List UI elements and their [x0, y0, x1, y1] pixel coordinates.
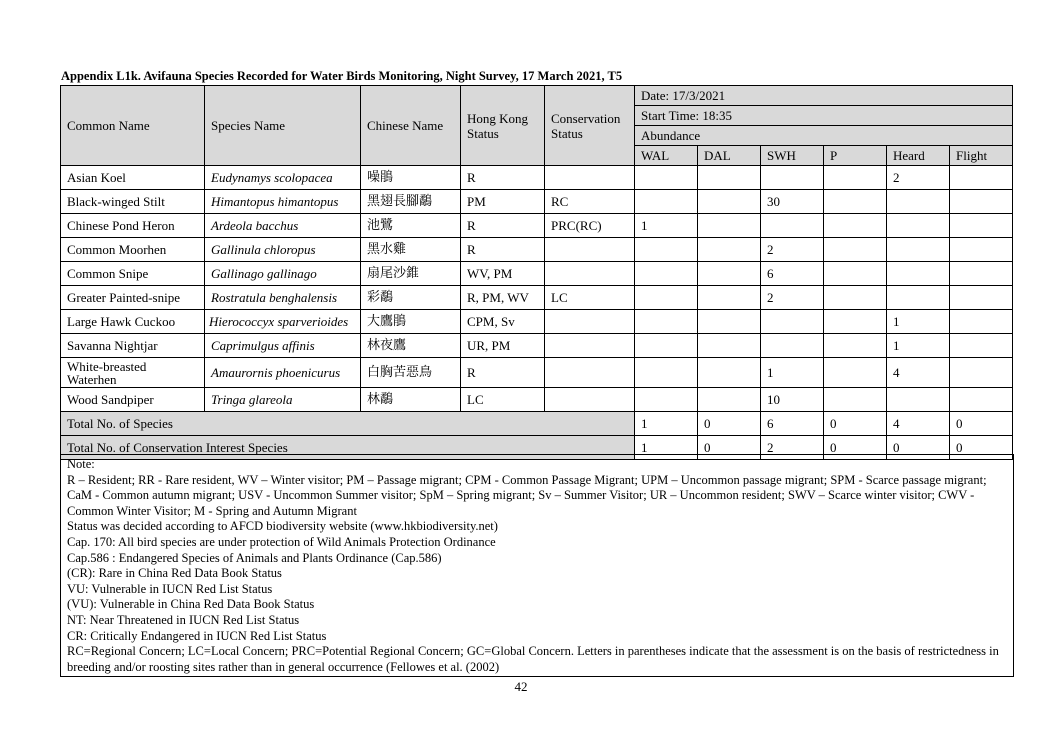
- total-label: Total No. of Species: [61, 412, 635, 436]
- hk-status-cell: R: [461, 214, 545, 238]
- table-row: [61, 286, 1013, 310]
- wal-cell: [635, 190, 698, 214]
- p-cell: [824, 238, 887, 262]
- common-name-cell: Common Moorhen: [61, 238, 205, 262]
- species-name-cell: Amaurornis phoenicurus: [205, 358, 361, 388]
- common-name-cell: Asian Koel: [61, 166, 205, 190]
- total-value: 1: [635, 436, 698, 460]
- table-row: [61, 238, 1013, 262]
- p-cell: [824, 388, 887, 412]
- total-species-row: [61, 412, 1013, 436]
- wal-cell: [635, 388, 698, 412]
- col-header-conservation-status: Conservation Status: [545, 86, 635, 166]
- chinese-name-cell: 扇尾沙錐: [361, 262, 461, 286]
- flight-cell: [950, 190, 1013, 214]
- notes-box: [60, 454, 1014, 677]
- survey-start-time: Start Time: 18:35: [635, 106, 1013, 126]
- col-header-heard: Heard: [887, 146, 950, 166]
- col-header-wal: WAL: [635, 146, 698, 166]
- conservation-status-cell: RC: [545, 190, 635, 214]
- conservation-status-cell: LC: [545, 286, 635, 310]
- species-name-cell: Gallinago gallinago: [205, 262, 361, 286]
- flight-cell: [950, 238, 1013, 262]
- col-header-chinese-name: Chinese Name: [361, 86, 461, 166]
- conservation-status-cell: [545, 262, 635, 286]
- heard-cell: 4: [887, 358, 950, 388]
- abundance-header: Abundance: [635, 126, 1013, 146]
- chinese-name-cell: 池鷺: [361, 214, 461, 238]
- heard-cell: 1: [887, 334, 950, 358]
- dal-cell: [698, 238, 761, 262]
- hk-status-cell: R: [461, 358, 545, 388]
- swh-cell: 6: [761, 262, 824, 286]
- table-row: [61, 214, 1013, 238]
- swh-cell: [761, 310, 824, 334]
- col-header-dal: DAL: [698, 146, 761, 166]
- dal-cell: [698, 286, 761, 310]
- wal-cell: [635, 262, 698, 286]
- p-cell: [824, 334, 887, 358]
- p-cell: [824, 190, 887, 214]
- flight-cell: [950, 310, 1013, 334]
- conservation-status-cell: [545, 310, 635, 334]
- total-value: 0: [824, 412, 887, 436]
- note-line: VU: Vulnerable in IUCN Red List Status: [67, 581, 273, 596]
- wal-cell: [635, 238, 698, 262]
- swh-cell: 10: [761, 388, 824, 412]
- total-value: 2: [761, 436, 824, 460]
- col-header-swh: SWH: [761, 146, 824, 166]
- hk-status-cell: PM: [461, 190, 545, 214]
- wal-cell: [635, 166, 698, 190]
- swh-cell: [761, 334, 824, 358]
- species-name-cell: Eudynamys scolopacea: [205, 166, 361, 190]
- heard-cell: [887, 286, 950, 310]
- dal-cell: [698, 262, 761, 286]
- flight-cell: [950, 358, 1013, 388]
- page-number: 42: [514, 679, 528, 694]
- chinese-name-cell: 噪鵑: [361, 166, 461, 190]
- note-line: Cap. 170: All bird species are under protection of Wild Animals Protection Ordinance: [67, 534, 496, 549]
- swh-cell: 2: [761, 286, 824, 310]
- dal-cell: [698, 214, 761, 238]
- table-row: [61, 262, 1013, 286]
- chinese-name-cell: 白胸苦惡鳥: [361, 358, 461, 388]
- table-row: [61, 310, 1013, 334]
- species-name-cell: Caprimulgus affinis: [205, 334, 361, 358]
- swh-cell: [761, 166, 824, 190]
- p-cell: [824, 166, 887, 190]
- conservation-status-cell: [545, 388, 635, 412]
- common-name-cell: Large Hawk Cuckoo: [61, 310, 205, 334]
- hk-status-cell: R, PM, WV: [461, 286, 545, 310]
- note-line: NT: Near Threatened in IUCN Red List Status: [67, 612, 300, 627]
- chinese-name-cell: 彩鷸: [361, 286, 461, 310]
- conservation-status-cell: [545, 238, 635, 262]
- hk-status-cell: LC: [461, 388, 545, 412]
- swh-cell: 30: [761, 190, 824, 214]
- total-value: 0: [887, 436, 950, 460]
- p-cell: [824, 358, 887, 388]
- heard-cell: 2: [887, 166, 950, 190]
- p-cell: [824, 214, 887, 238]
- flight-cell: [950, 334, 1013, 358]
- table-row: [61, 334, 1013, 358]
- common-name-cell: Common Snipe: [61, 262, 205, 286]
- wal-cell: [635, 358, 698, 388]
- swh-cell: 1: [761, 358, 824, 388]
- table-row: [61, 388, 1013, 412]
- dal-cell: [698, 190, 761, 214]
- chinese-name-cell: 大鷹鵑: [361, 310, 461, 334]
- hk-status-cell: CPM, Sv: [461, 310, 545, 334]
- chinese-name-cell: 林夜鷹: [361, 334, 461, 358]
- table-row: [61, 358, 1013, 388]
- chinese-name-cell: 林鷸: [361, 388, 461, 412]
- p-cell: [824, 262, 887, 286]
- survey-date: Date: 17/3/2021: [635, 86, 1013, 106]
- hk-status-cell: R: [461, 166, 545, 190]
- flight-cell: [950, 286, 1013, 310]
- table-row: [61, 190, 1013, 214]
- species-name-cell: Hierococcyx sparverioides: [205, 310, 361, 334]
- dal-cell: [698, 388, 761, 412]
- common-name-cell: Greater Painted-snipe: [61, 286, 205, 310]
- page-title: Appendix L1k. Avifauna Species Recorded for Water Birds Monitoring, Night Survey, 17 March 2021, T5: [61, 69, 623, 83]
- common-name-cell: Wood Sandpiper: [61, 388, 205, 412]
- species-name-cell: Gallinula chloropus: [205, 238, 361, 262]
- col-header-species-name: Species Name: [205, 86, 361, 166]
- total-value: 0: [824, 436, 887, 460]
- dal-cell: [698, 358, 761, 388]
- col-header-flight: Flight: [950, 146, 1013, 166]
- species-table: [60, 85, 1013, 460]
- hk-status-cell: R: [461, 238, 545, 262]
- total-value: 1: [635, 412, 698, 436]
- hk-status-cell: UR, PM: [461, 334, 545, 358]
- species-name-cell: Himantopus himantopus: [205, 190, 361, 214]
- wal-cell: 1: [635, 214, 698, 238]
- note-line: CR: Critically Endangered in IUCN Red List Status: [67, 628, 327, 643]
- dal-cell: [698, 166, 761, 190]
- note-line: (CR): Rare in China Red Data Book Status: [67, 566, 282, 581]
- note-line: RC=Regional Concern; LC=Local Concern; PRC=Potential Regional Concern; GC=Global Concern. Letters in parentheses indicate that the assessment is on the basis of restrictedness in breeding and/or roosting sites rather than in general occurrence (Fellowes et al. (2002): [67, 644, 999, 674]
- total-value: 0: [950, 412, 1013, 436]
- note-line: Cap.586 : Endangered Species of Animals and Plants Ordinance (Cap.586): [67, 550, 442, 565]
- conservation-status-cell: PRC(RC): [545, 214, 635, 238]
- heard-cell: [887, 190, 950, 214]
- note-line: Status was decided according to AFCD biodiversity website (www.hkbiodiversity.net): [67, 519, 498, 534]
- heard-cell: [887, 262, 950, 286]
- conservation-status-cell: [545, 358, 635, 388]
- p-cell: [824, 310, 887, 334]
- p-cell: [824, 286, 887, 310]
- note-line: R – Resident; RR - Rare resident, WV – Winter visitor; PM – Passage migrant; CPM - Common Passage Migrant; UPM – Uncommon passage migrant; SPM - Scarce passage migrant; CaM - Common autumn migrant; USV - Uncommon Summer visitor; SpM – Spring migrant; Sv – Summer Visitor; UR – Uncommon resident; SWV – Scarce winter visitor; CWV - Common Winter Visitor; M - Spring and Autumn Migrant: [67, 472, 987, 518]
- col-header-p: P: [824, 146, 887, 166]
- total-value: 4: [887, 412, 950, 436]
- hk-status-cell: WV, PM: [461, 262, 545, 286]
- common-name-cell: White-breasted Waterhen: [61, 358, 205, 388]
- wal-cell: [635, 286, 698, 310]
- flight-cell: [950, 262, 1013, 286]
- total-value: 6: [761, 412, 824, 436]
- heard-cell: [887, 238, 950, 262]
- wal-cell: [635, 310, 698, 334]
- species-name-cell: Ardeola bacchus: [205, 214, 361, 238]
- heard-cell: 1: [887, 310, 950, 334]
- flight-cell: [950, 166, 1013, 190]
- total-value: 0: [698, 412, 761, 436]
- heard-cell: [887, 214, 950, 238]
- heard-cell: [887, 388, 950, 412]
- common-name-cell: Savanna Nightjar: [61, 334, 205, 358]
- swh-cell: [761, 214, 824, 238]
- notes-heading: Note:: [67, 457, 95, 471]
- species-name-cell: Tringa glareola: [205, 388, 361, 412]
- table-row: [61, 166, 1013, 190]
- dal-cell: [698, 334, 761, 358]
- wal-cell: [635, 334, 698, 358]
- total-label: Total No. of Conservation Interest Species: [61, 436, 635, 460]
- flight-cell: [950, 214, 1013, 238]
- species-name-cell: Rostratula benghalensis: [205, 286, 361, 310]
- flight-cell: [950, 388, 1013, 412]
- conservation-status-cell: [545, 166, 635, 190]
- swh-cell: 2: [761, 238, 824, 262]
- col-header-common-name: Common Name: [61, 86, 205, 166]
- note-line: (VU): Vulnerable in China Red Data Book Status: [67, 597, 315, 612]
- conservation-status-cell: [545, 334, 635, 358]
- chinese-name-cell: 黑水雞: [361, 238, 461, 262]
- col-header-hk-status: Hong Kong Status: [461, 86, 545, 166]
- chinese-name-cell: 黑翅長腳鷸: [361, 190, 461, 214]
- common-name-cell: Black-winged Stilt: [61, 190, 205, 214]
- common-name-cell: Chinese Pond Heron: [61, 214, 205, 238]
- dal-cell: [698, 310, 761, 334]
- total-value: 0: [950, 436, 1013, 460]
- total-value: 0: [698, 436, 761, 460]
